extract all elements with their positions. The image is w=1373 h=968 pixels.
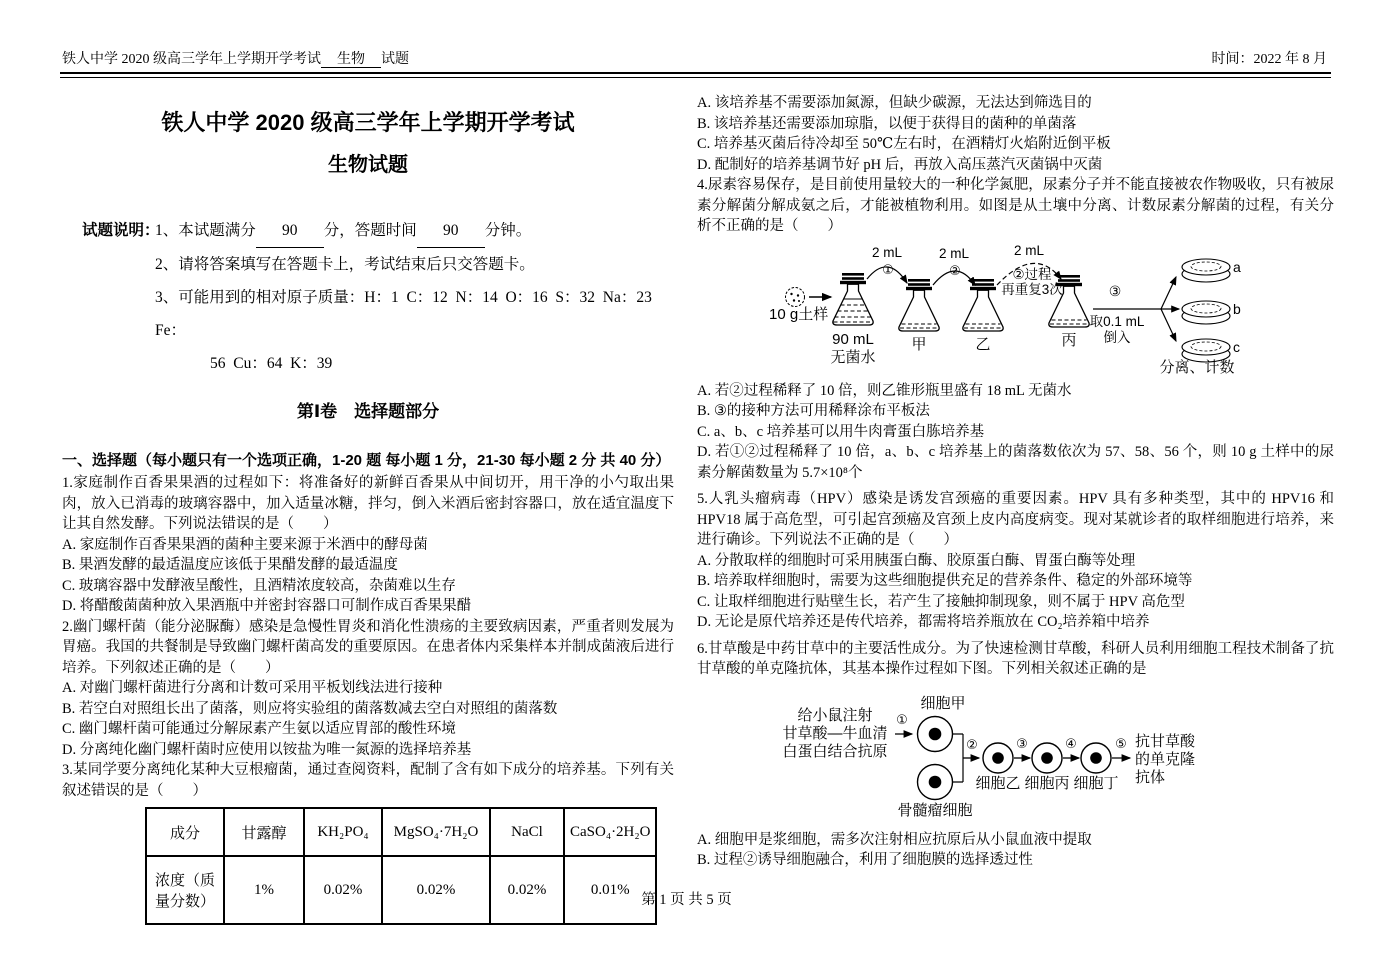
step-3-number: ③ — [1016, 735, 1028, 751]
left-column — [62, 80, 674, 925]
q5-option-b: B. 培养取样细胞时，需要为这些细胞提供充足的营养条件、稳定的外部环境等 — [697, 573, 1193, 589]
svg-text:白蛋白结合抗原: 白蛋白结合抗原 — [782, 742, 888, 760]
instructions-label: 试题说明： — [82, 222, 160, 239]
q2-stem: 2.幽门螺杆菌（能分泌脲酶）感染是急慢性胃炎和消化性溃疡的主要致病因素，严重者则发展为胃癌。我国的共餐制是导致幽门螺杆菌高发的重要原因。在患者体内采集样本并制成菌液后进行培养。下列叙述正确的是（ ） — [62, 618, 674, 676]
flask-bing-label: 丙 — [1061, 331, 1077, 349]
instruction-item-2: 2、请将答案填写在答题卡上，考试结束后只交答题卡。 — [155, 256, 535, 273]
dish-b-label: b — [1233, 300, 1241, 317]
header-left — [62, 48, 409, 68]
q6-option-b: B. 过程②诱导细胞融合，利用了细胞膜的选择透过性 — [697, 852, 1033, 868]
soil-sample-label: 10 g土样 — [769, 305, 829, 323]
svg-text:的单克隆: 的单克隆 — [1135, 750, 1196, 768]
q1-option-c: C. 玻璃容器中发酵液呈酸性，且酒精浓度较高，杂菌难以生存 — [62, 577, 456, 594]
soil-sample-icon — [786, 287, 832, 306]
section-1-subheading: 一、选择题（每小题只有一个选项正确，1-20 题 每小题 1 分，21-30 每小题 2 分 共 40 分） — [62, 452, 671, 469]
dish-c-label: c — [1233, 338, 1240, 355]
q5-option-c: C. 让取样细胞进行贴壁生长，若产生了接触抑制现象，则不属于 HPV 高危型 — [697, 593, 1185, 610]
q3-option-c: C. 培养基灭菌后待冷却至 50℃左右时，在酒精灯火焰附近倒平板 — [697, 136, 1111, 152]
page-number: 第 1 页 共 5 页 — [641, 892, 732, 908]
instructions-block — [62, 214, 674, 380]
q3-option-b: B. 该培养基还需要添加琼脂，以便于获得目的菌种的单菌落 — [697, 115, 1077, 132]
instruction-item-3: 3、可能用到的相对原子质量：H：1 C：12 N：14 O：16 S：32 Na：23 Fe： — [155, 289, 660, 339]
flask-jia — [899, 279, 939, 331]
svg-text:甘草酸—牛血清: 甘草酸—牛血清 — [782, 724, 888, 742]
header-subject: 生物 — [321, 52, 381, 68]
dish-a-label: a — [1233, 258, 1241, 275]
cell-a-label: 细胞甲 — [920, 694, 966, 712]
q2-option-c: C. 幽门螺杆菌可能通过分解尿素产生氨以适应胃部的酸性环境 — [62, 721, 456, 737]
instruction-item-1: 1、本试题满分 90 分，答题时间 90 分钟。 — [155, 214, 674, 248]
cell-d-label: 细胞丁 — [1073, 774, 1119, 792]
q1-option-a: A. 家庭制作百香果果酒的菌种主要来源于米酒中的酵母菌 — [62, 536, 428, 553]
q6-option-a: A. 细胞甲是浆细胞，需多次注射相应抗原后从小鼠血液中提取 — [697, 831, 1092, 848]
q3-option-d: D. 配制好的培养基调节好 pH 后，再放入高压蒸汽灭菌锅中灭菌 — [697, 156, 1103, 173]
instruction-item-3b: 56 Cu：64 K：39 — [210, 355, 333, 372]
table-value-row: 浓度（质量分数） 1% 0.02% 0.02% 0.02% 0.01% — [146, 856, 656, 924]
transfer-1-volume: 2 mL — [871, 244, 903, 260]
header-exam-time: 时间：2022 年 8 月 — [1211, 52, 1327, 67]
repeat-note-line2: 再重复3次 — [1001, 281, 1063, 297]
myeloma-cell — [918, 764, 953, 799]
q4-option-a: A. 若②过程稀释了 10 倍，则乙锥形瓶里盛有 18 mL 无菌水 — [697, 382, 1072, 399]
q4-stem: 4.尿素容易保存，是目前使用量较大的一种化学氮肥，尿素分子并不能直接被农作物吸收，只有被尿素分解菌分解成氨之后，才能被植物利用。如图是从土壤中分离、计数尿素分解菌的过程，有关分析不正确的是（ ） — [697, 177, 1334, 234]
q2-option-d: D. 分离纯化幽门螺杆菌时应使用以铵盐为唯一氮源的选择培养基 — [62, 741, 472, 758]
q6-monoclonal-antibody-diagram — [767, 694, 1197, 822]
q1-option-b: B. 果酒发酵的最适温度应该低于果醋发酵的最适温度 — [62, 557, 398, 573]
q5-option-d: D. 无论是原代培养还是传代培养，都需将培养瓶放在 CO₂培养箱中培养 — [697, 614, 1150, 630]
header-divider — [60, 72, 1331, 78]
q5-stem: 5.人乳头瘤病毒（HPV）感染是诱发宫颈癌的重要因素。HPV 具有多种类型，其中的 HPV16 和 HPV18 属于高危型，可引起宫颈癌及宫颈上皮内高度病变。现对某就诊者的取样细胞进行培养，来进行确诊。下列说法不正确的是（ ） — [697, 491, 1334, 548]
repeat-note-line1: ②过程 — [1012, 266, 1052, 282]
q2-option-b: B. 若空白对照组长出了菌落，则应将实验组的菌落数减去空白对照组的菌落数 — [62, 700, 558, 717]
svg-text:抗甘草酸: 抗甘草酸 — [1135, 732, 1196, 750]
myeloma-cell-label: 骨髓瘤细胞 — [897, 801, 973, 819]
q3-option-a: A. 该培养基不需要添加氮源，但缺少碳源，无法达到筛选目的 — [697, 95, 1092, 111]
transfer-3-volume: 2 mL — [1013, 244, 1045, 258]
transfer-2-volume: 2 mL — [938, 245, 970, 261]
right-column — [697, 80, 1334, 871]
cell-c — [1032, 743, 1062, 773]
q1-option-d: D. 将醋酸菌菌种放入果酒瓶中并密封容器口可制作成百香果果醋 — [62, 598, 472, 614]
step-1-number: ① — [896, 711, 908, 727]
q4-option-d: D. 若①②过程稀释了 10 倍，a、b、c 培养基上的菌落数依次为 57、58、56 个，则 10 g 土样中的尿素分解菌数量为 5.7×10⁸个 — [697, 444, 1334, 481]
water-volume-label: 90 mL — [832, 330, 874, 348]
q4-option-c: C. a、b、c 培养基可以用牛肉膏蛋白胨培养基 — [697, 423, 985, 440]
diagram-caption: 分离、计数 — [1159, 358, 1235, 375]
cell-b-label: 细胞乙 — [975, 774, 1021, 792]
step-2-number: ② — [949, 262, 961, 278]
header-paper-word: 试题 — [381, 52, 409, 67]
step-2-number: ② — [966, 736, 978, 752]
q4-dilution-diagram — [769, 245, 1249, 375]
flask-jia-label: 甲 — [911, 335, 927, 353]
section-1-heading: 第Ⅰ卷 选择题部分 — [296, 402, 440, 421]
svg-text:给小鼠注射: 给小鼠注射 — [797, 706, 873, 724]
q4-option-b: B. ③的接种方法可用稀释涂布平板法 — [697, 403, 930, 419]
q2-option-a: A. 对幽门螺杆菌进行分离和计数可采用平板划线法进行接种 — [62, 680, 443, 696]
page-subtitle: 生物试题 — [328, 154, 408, 176]
table-header-row: 成分 甘露醇 KH₂PO₄ MgSO₄·7H₂O NaCl CaSO₄·2H₂O — [146, 808, 656, 856]
cell-c-label: 细胞丙 — [1024, 774, 1070, 792]
step-1-number: ① — [882, 261, 894, 277]
flask-sterile-water — [833, 273, 873, 325]
step-4-number: ④ — [1065, 735, 1077, 751]
time-blank: 90 — [417, 214, 485, 248]
pour-note-line1: 取0.1 mL — [1089, 313, 1145, 329]
q5-option-a: A. 分散取样的细胞时可采用胰蛋白酶、胶原蛋白酶、胃蛋白酶等处理 — [697, 552, 1136, 569]
cell-d — [1081, 743, 1111, 773]
step-5-number: ⑤ — [1115, 735, 1127, 751]
q1-stem: 1.家庭制作百香果果酒的过程如下：将准备好的新鲜百香果从中间切开，用干净的小勺取出果肉，放入已消毒的玻璃容器中，加入适量冰糖，拌匀，倒入米酒后密封容器口，放在适宜温度下让其自然发酵。下列说法错误的是（ ） — [62, 475, 674, 532]
sterile-water-label: 无菌水 — [830, 348, 876, 366]
score-blank: 90 — [256, 214, 324, 248]
q6-stem: 6.甘草酸是中药甘草中的主要活性成分。为了快速检测甘草酸，科研人员利用细胞工程技术制备了抗甘草酸的单克隆抗体，其基本操作过程如下图。下列相关叙述正确的是 — [697, 640, 1334, 677]
step-3-number: ③ — [1108, 282, 1122, 299]
flask-yi — [963, 279, 1003, 331]
cell-b — [983, 743, 1013, 773]
q3-stem: 3.某同学要分离纯化某种大豆根瘤菌，通过查阅资料，配制了含有如下成分的培养基。下列有关叙述错误的是（ ） — [62, 762, 674, 799]
petri-dish-b — [1182, 301, 1230, 324]
pour-note-line2: 倒入 — [1103, 329, 1131, 345]
page-title: 铁人中学 2020 级高三学年上学期开学考试 — [161, 110, 575, 135]
flask-yi-label: 乙 — [975, 335, 991, 353]
antigen-injection-label — [782, 707, 887, 760]
header-exam-name: 铁人中学 2020 级高三学年上学期开学考试 — [62, 52, 321, 67]
petri-dish-a — [1182, 259, 1230, 282]
svg-text:抗体: 抗体 — [1135, 768, 1166, 786]
result-label — [1135, 732, 1196, 786]
cell-a — [918, 716, 953, 751]
